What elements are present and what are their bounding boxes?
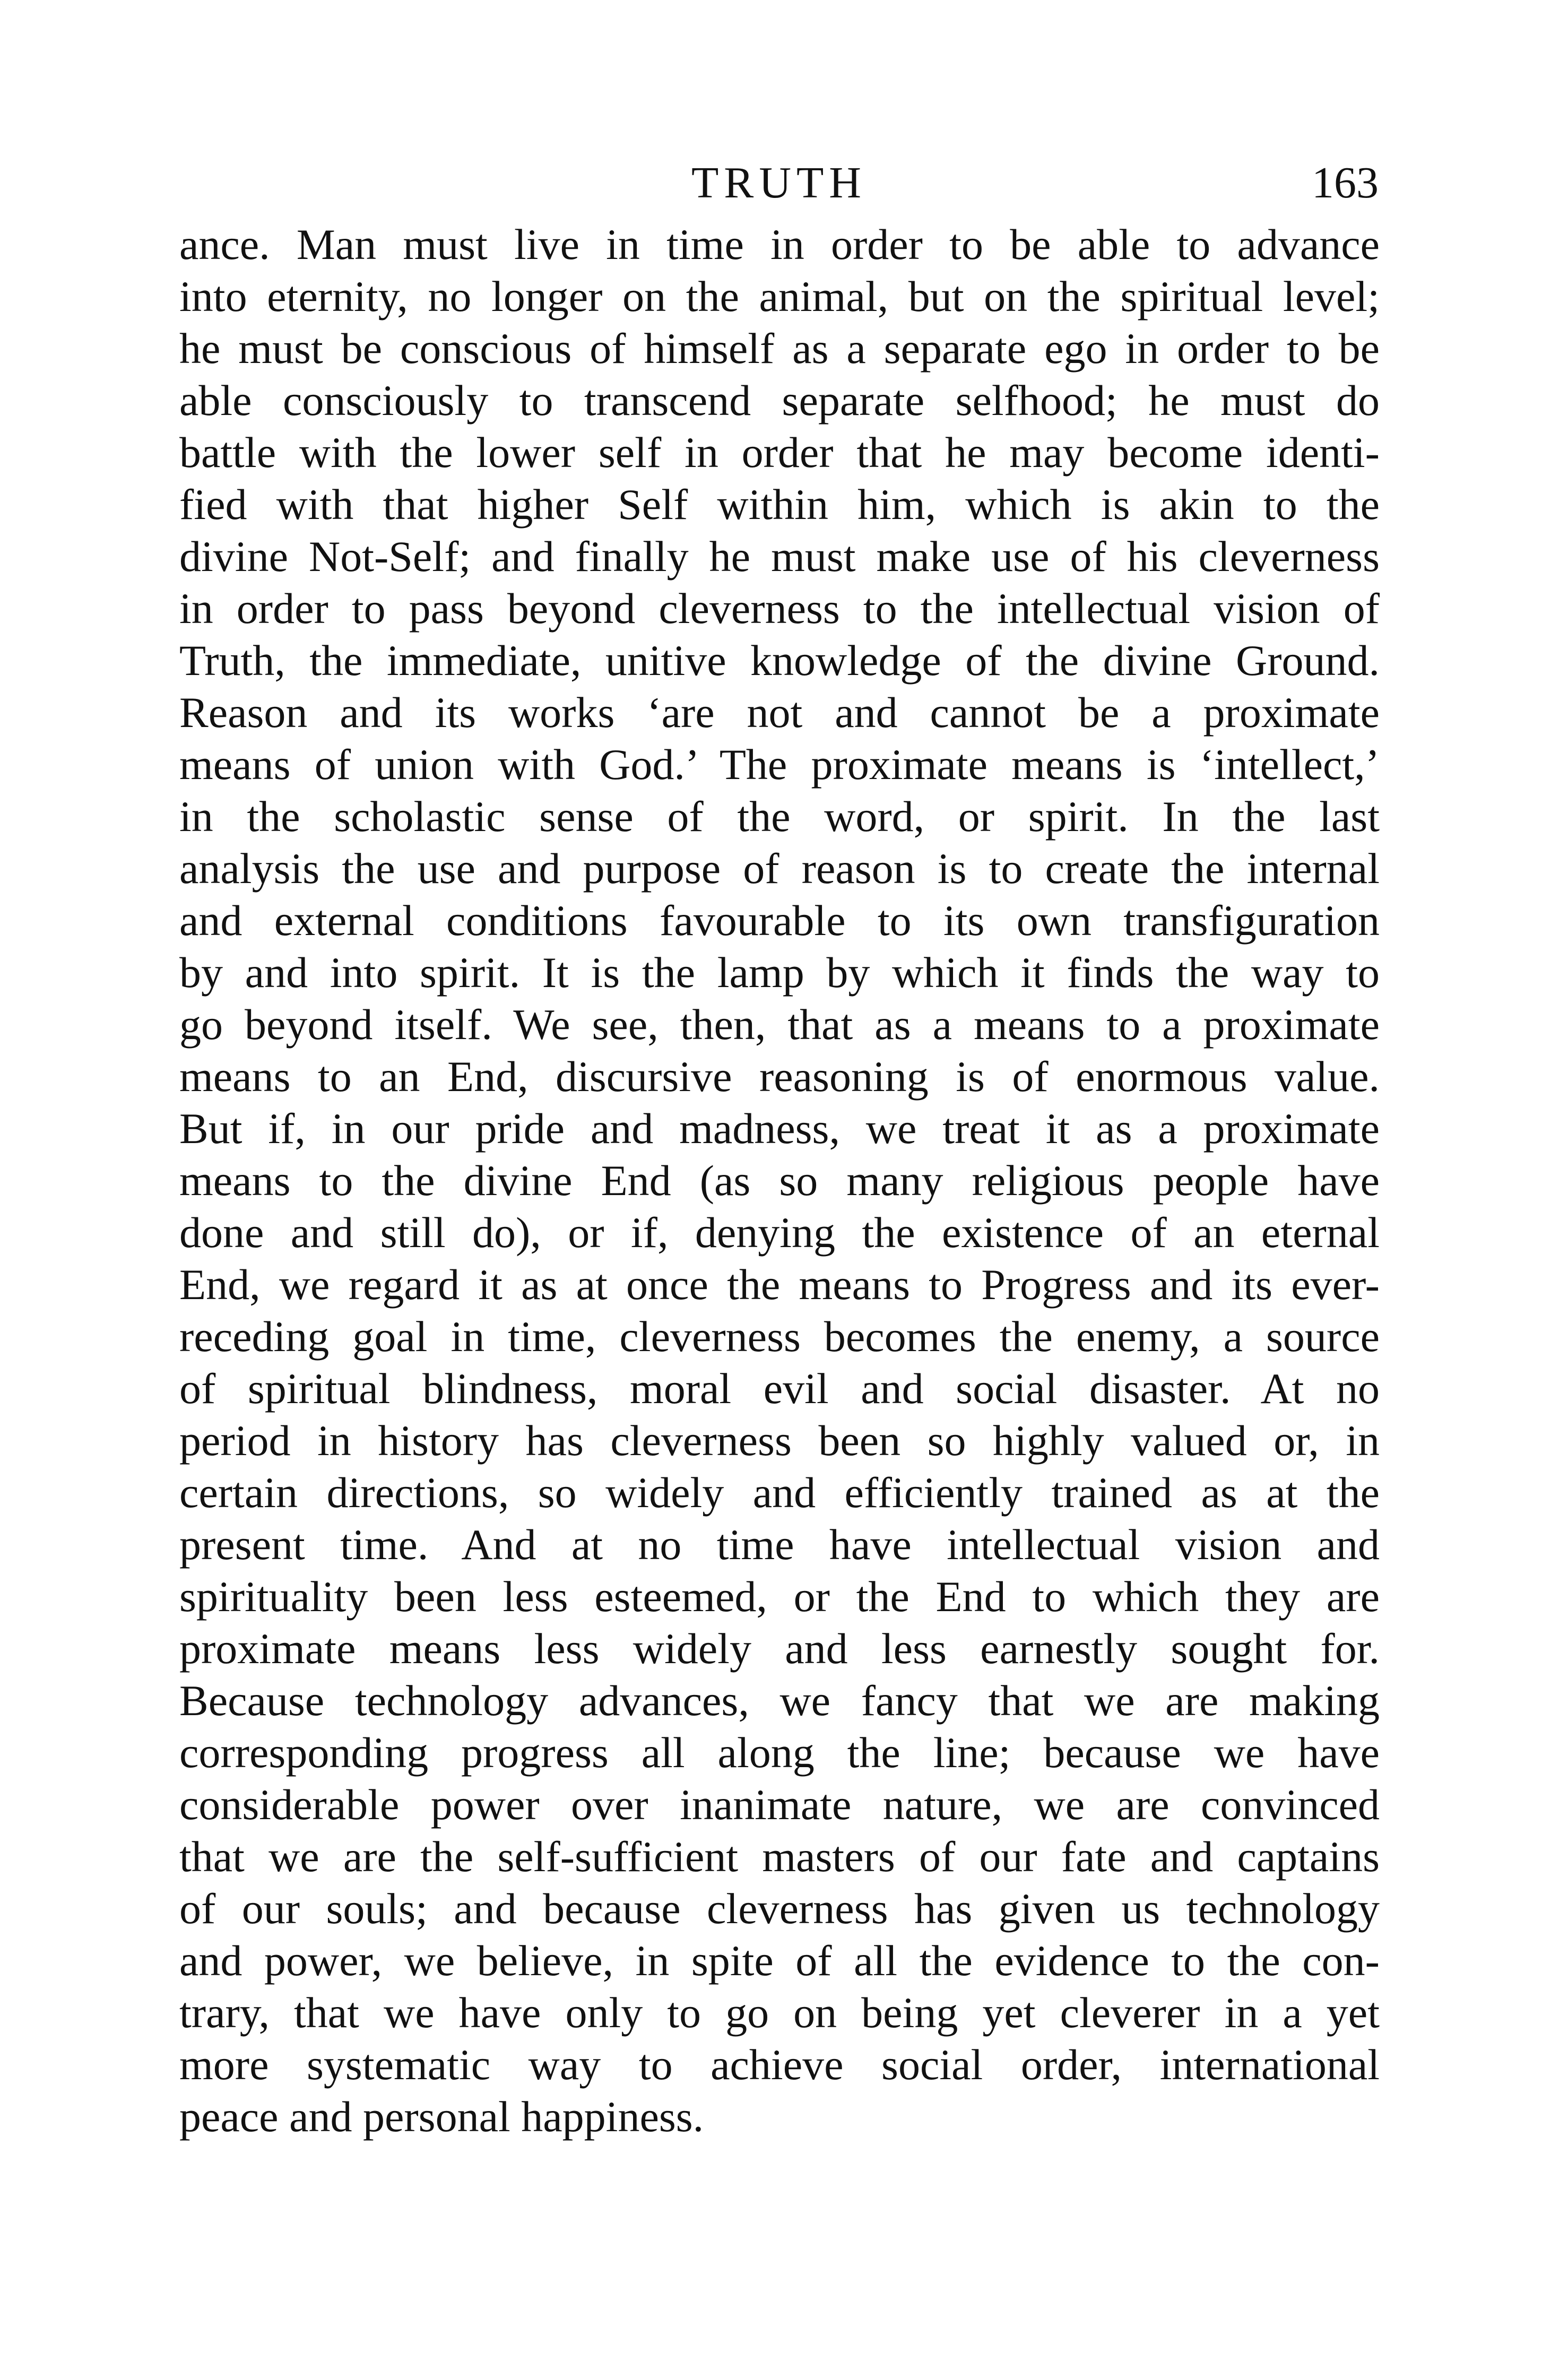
text-line: battle with the lower self in order that he may become identi-	[179, 428, 1380, 477]
text-line: he must be conscious of himself as a separate ego in order to be	[179, 324, 1380, 373]
text-line: But if, in our pride and madness, we treat it as a proximate	[179, 1104, 1380, 1153]
text-line: End, we regard it as at once the means to Progress and its ever-	[179, 1260, 1380, 1309]
running-title: TRUTH	[691, 158, 867, 207]
text-line: in order to pass beyond cleverness to the intellectual vision of	[179, 584, 1380, 633]
text-line: means of union with God.’ The proximate means is ‘intellect,’	[179, 740, 1380, 789]
page-number: 163	[1312, 158, 1379, 207]
text-line: fied with that higher Self within him, which is akin to the	[179, 480, 1380, 529]
text-line: and power, we believe, in spite of all the evidence to the con-	[179, 1936, 1380, 1985]
text-line: trary, that we have only to go on being yet cleverer in a yet	[179, 1988, 1380, 2037]
text-line: analysis the use and purpose of reason is to create the internal	[179, 844, 1380, 893]
text-line: by and into spirit. It is the lamp by which it finds the way to	[179, 948, 1380, 997]
text-line: ance. Man must live in time in order to be able to advance	[179, 220, 1380, 269]
text-line: period in history has cleverness been so highly valued or, in	[179, 1416, 1380, 1465]
text-line: corresponding progress all along the line; because we have	[179, 1728, 1380, 1777]
text-line: means to the divine End (as so many religious people have	[179, 1156, 1380, 1205]
text-line: in the scholastic sense of the word, or spirit. In the last	[179, 792, 1380, 841]
text-line: Truth, the immediate, unitive knowledge of the divine Ground.	[179, 636, 1380, 685]
text-line: Because technology advances, we fancy that we are making	[179, 1676, 1380, 1725]
text-line-last: peace and personal happiness.	[179, 2092, 704, 2141]
text-line: considerable power over inanimate nature, we are convinced	[179, 1780, 1380, 1829]
text-line: done and still do), or if, denying the existence of an eternal	[179, 1208, 1380, 1257]
text-line: Reason and its works ‘are not and cannot be a proximate	[179, 688, 1380, 737]
text-line: certain directions, so widely and efficiently trained as at the	[179, 1468, 1380, 1517]
text-line: of spiritual blindness, moral evil and social disaster. At no	[179, 1364, 1380, 1413]
text-line: of our souls; and because cleverness has given us technology	[179, 1884, 1380, 1933]
text-line: proximate means less widely and less earnestly sought for.	[179, 1624, 1380, 1673]
text-line: receding goal in time, cleverness becomes the enemy, a source	[179, 1312, 1380, 1361]
text-line: present time. And at no time have intellectual vision and	[179, 1520, 1380, 1569]
body-paragraph	[179, 219, 1380, 2143]
text-line: and external conditions favourable to its own transfiguration	[179, 896, 1380, 945]
text-line: means to an End, discursive reasoning is of enormous value.	[179, 1052, 1380, 1101]
text-line: that we are the self-sufficient masters of our fate and captains	[179, 1832, 1380, 1881]
text-line: into eternity, no longer on the animal, but on the spiritual level;	[179, 272, 1380, 321]
text-line: able consciously to transcend separate selfhood; he must do	[179, 376, 1380, 425]
text-line: spirituality been less esteemed, or the End to which they are	[179, 1572, 1380, 1621]
text-line: divine Not-Self; and finally he must make use of his cleverness	[179, 532, 1380, 581]
text-line: more systematic way to achieve social order, international	[179, 2040, 1380, 2089]
running-head	[179, 154, 1379, 212]
text-line: go beyond itself. We see, then, that as a means to a proximate	[179, 1000, 1380, 1049]
